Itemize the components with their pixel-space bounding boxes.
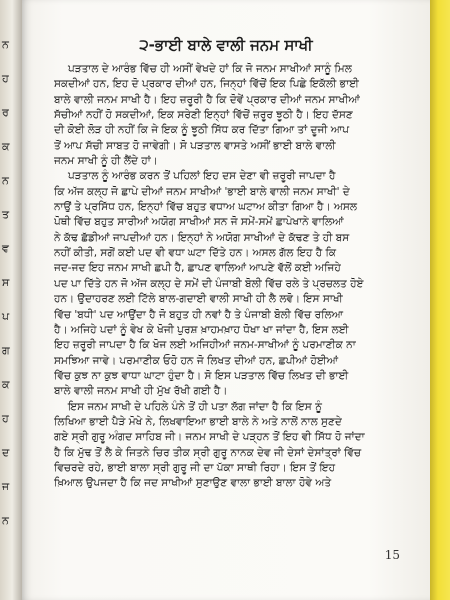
text-line: ਵਿਚਰਦੇ ਰਹੇ, ਭਾਈ ਬਾਲਾ ਸ੍ਰੀ ਗੁਰੂ ਜੀ ਦਾ ਪੱਕਾ ਸਾਥੀ ਰਿਹਾ। ਇਸ ਤੋਂ ਇਹ [54, 461, 336, 474]
page-number: 15 [384, 548, 400, 562]
text-line: ਲਿਖਿਆ ਭਾਈ ਪੈੜੇ ਮੋਖੇ ਨੇ, ਲਿਖਵਾਇਆ ਭਾਈ ਬਾਲੇ ਨੇ ਅਤੇ ਨਾਲੋਂ ਨਾਲ ਸੁਣਦੇ [54, 415, 342, 428]
previous-page-fragment: ਹ [2, 412, 9, 425]
previous-page-fragment: ਨ [2, 514, 9, 527]
previous-page-fragment: ਕ [2, 140, 10, 153]
text-line: ਨਾਉਂ ਤੇ ਪ੍ਰਸਿੱਧ ਹਨ, ਇਨ੍ਹਾਂ ਵਿੱਚ ਬਹੁਤ ਵਧਾਅ ਘਟਾਅ ਕੀਤਾ ਗਿਆ ਹੈ। ਅਸਲ [54, 201, 358, 214]
text-line: ਸਮਝਿਆ ਜਾਵੇ। ਪਰਮਾਣੀਕ ਓਹੋ ਹਨ ਜੋ ਲਿਖਤ ਦੀਆਂ ਹਨ, ਛਪੀਆਂ ਹੋਈਆਂ [54, 354, 339, 367]
text-line: ਹੈ ਕਿ ਮੁੱਢ ਤੋਂ ਲੈ ਕੇ ਜਿਤਨੇ ਚਿਰ ਤੀਕ ਸ੍ਰੀ ਗੁਰੂ ਨਾਨਕ ਦੇਵ ਜੀ ਦੇਸਾਂ ਦੇਸਾਂਤ੍ਰਾਂ ਵਿੱਚ [54, 446, 362, 459]
text-line: ਬਾਲੇ ਵਾਲੀ ਜਨਮ ਸਾਖੀ ਹੀ ਮੁੱਖ ਰੱਖੀ ਗਈ ਹੈ। [54, 385, 228, 398]
text-line: ਬਾਲੇ ਵਾਲੀ ਜਨਮ ਸਾਖੀ ਹੈ। ਇਹ ਜ਼ਰੂਰੀ ਹੈ ਕਿ ਦੋਵੇਂ ਪ੍ਰਕਾਰ ਦੀਆਂ ਜਨਮ ਸਾਖੀਆਂ [54, 93, 360, 106]
text-line: ਹਨ। ਉਦਾਹਰਣ ਲਈ ਟਿੱਲੇ ਬਾਲ-ਗਦਾਈ ਵਾਲੀ ਸਾਖੀ ਹੀ ਲੈ ਲਵੋ। ਇਸ ਸਾਖੀ [54, 293, 343, 306]
text-line: ਤੋਂ ਆਪ ਸੱਚੀ ਸਾਬਤ ਹੋ ਜਾਵੇਗੀ। ਸੋ ਪੜਤਾਲ ਵਾਸਤੇ ਅਸੀਂ ਭਾਈ ਬਾਲੇ ਵਾਲੀ [54, 139, 336, 152]
book-cover-edge [430, 0, 450, 600]
text-line: ਨਹੀਂ ਕੀਤੀ, ਸਗੋਂ ਕਈ ਪਦ ਵੀ ਵਧਾ ਘਟਾ ਦਿੱਤੇ ਹਨ। ਅਸਲ ਗੱਲ ਇਹ ਹੈ ਕਿ [54, 247, 337, 260]
chapter-body [54, 62, 424, 492]
previous-page-fragment: ਕ [2, 378, 10, 391]
previous-page-fragment: ਤ [2, 208, 10, 221]
previous-page-fragment: ਦ [2, 446, 10, 459]
paragraph [54, 62, 424, 169]
text-line: ਸੱਚੀਆਂ ਨਹੀਂ ਹੋ ਸਕਦੀਆਂ, ਇਕ ਸਰੇਣੀ ਇਨ੍ਹਾਂ ਵਿੱਚੋਂ ਜ਼ਰੂਰ ਝੂਠੀ ਹੈ। ਇਹ ਦੱਸਣ [54, 109, 353, 122]
previous-page-fragment: ਰ [2, 106, 9, 119]
text-line: ਦੀ ਕੋਈ ਲੋੜ ਹੀ ਨਹੀਂ ਕਿ ਜੇ ਇਕ ਨੂੰ ਝੂਠੀ ਸਿੱਧ ਕਰ ਦਿੱਤਾ ਗਿਆ ਤਾਂ ਦੂਜੀ ਆਪ [54, 124, 350, 137]
text-line: ਹੈ। ਅਜਿਹੇ ਪਦਾਂ ਨੂੰ ਵੇਖ ਕੇ ਖੋਜੀ ਪੁਰਸ਼ ਖ਼ਾਹਮਖ਼ਾਹ ਧੋਖਾ ਖਾ ਜਾਂਦਾ ਹੈ, ਇਸ ਲਈ [54, 323, 349, 336]
text-line: ਖ਼ਿਆਲ ਉਪਜਦਾ ਹੈ ਕਿ ਜਦ ਸਾਖੀਆਂ ਸੁਣਾਉਣ ਵਾਲਾ ਭਾਈ ਬਾਲਾ ਹੋਵੇ ਅਤੇ [54, 477, 332, 490]
book-page [22, 0, 430, 600]
text-line: ਪੜਤਾਲ ਨੂੰ ਆਰੰਭ ਕਰਨ ਤੋਂ ਪਹਿਲਾਂ ਇਹ ਦਸ ਦੇਣਾ ਵੀ ਜ਼ਰੂਰੀ ਜਾਪਦਾ ਹੈ [68, 170, 336, 183]
text-line: ਪੜਤਾਲ ਦੇ ਆਰੰਭ ਵਿੱਚ ਹੀ ਅਸੀਂ ਵੇਖਦੇ ਹਾਂ ਕਿ ਜੋ ਜਨਮ ਸਾਖੀਆਂ ਸਾਨੂੰ ਮਿਲ [68, 63, 352, 75]
text-line: ਨੇ ਕੱਢ ਛੱਡੀਆਂ ਜਾਪਦੀਆਂ ਹਨ। ਇਨ੍ਹਾਂ ਨੇ ਅਯੋਗ ਸਾਖੀਆਂ ਦੇ ਕੱਢਣ ਤੇ ਹੀ ਬਸ [54, 231, 350, 244]
previous-page-fragment: ਗ [2, 344, 10, 357]
chapter-title: ੨-ਭਾਈ ਬਾਲੇ ਵਾਲੀ ਜਨਮ ਸਾਖੀ [139, 36, 313, 54]
previous-page-fragment: ਨ [2, 38, 9, 51]
text-line: ਸਕਦੀਆਂ ਹਨ, ਇਹ ਦੋ ਪ੍ਰਕਾਰ ਦੀਆਂ ਹਨ, ਜਿਨ੍ਹਾਂ ਵਿੱਚੋਂ ਇਕ ਪਿਛੇ ਇਕੱਲੀ ਭਾਈ [54, 78, 359, 91]
text-line: ਗਏ ਸ੍ਰੀ ਗੁਰੂ ਅੰਗਦ ਸਾਹਿਬ ਜੀ। ਜਨਮ ਸਾਖੀ ਦੇ ਪੜ੍ਹਨ ਤੋਂ ਇਹ ਵੀ ਸਿੱਧ ਹੋ ਜਾਂਦਾ [54, 431, 365, 444]
text-line: ਜਨਮ ਸਾਖੀ ਨੂੰ ਹੀ ਲੈਂਦੇ ਹਾਂ। [54, 155, 158, 168]
text-line: ਕਿ ਅੱਜ ਕਲ੍ਹ ਜੋ ਛਾਪੇ ਦੀਆਂ ਜਨਮ ਸਾਖੀਆਂ 'ਭਾਈ ਬਾਲੇ ਵਾਲੀ ਜਨਮ ਸਾਖੀ' ਦੇ [54, 185, 350, 198]
previous-page-fragment: ਜ [2, 480, 10, 493]
text-line: ਜਦ-ਜਦ ਇਹ ਜਨਮ ਸਾਖੀ ਛਪੀ ਹੈ, ਛਾਪਣ ਵਾਲਿਆਂ ਆਪਣੇ ਵੱਲੋਂ ਕਈ ਅਜਿਹੇ [54, 262, 341, 275]
previous-page-fragment: ਵ [2, 242, 9, 255]
paragraph [54, 169, 424, 399]
previous-page-fragment: ਸ [2, 276, 10, 289]
paragraph [54, 400, 424, 492]
text-line: ਵਿੱਚ 'ਬਧੀ' ਪਦ ਆਉਂਦਾ ਹੈ ਜੋ ਬਹੁਤ ਹੀ ਨਵਾਂ ਹੈ ਤੇ ਪੰਜਾਬੀ ਬੋਲੀ ਵਿੱਚ ਰਲਿਆ [54, 308, 344, 321]
text-line: ਵਿੱਚ ਕੁਝ ਨਾ ਕੁਝ ਵਾਧਾ ਘਾਟਾ ਹੁੰਦਾ ਹੈ। ਸੋ ਇਸ ਪੜਤਾਲ ਵਿੱਚ ਲਿਖਤ ਦੀ ਭਾਈ [54, 369, 349, 382]
text-line: ਇਸ ਜਨਮ ਸਾਖੀ ਦੇ ਪਹਿਲੇ ਪੰਨੇ ਤੋਂ ਹੀ ਪਤਾ ਲੱਗ ਜਾਂਦਾ ਹੈ ਕਿ ਇਸ ਨੂੰ [68, 400, 322, 413]
previous-page-edge [0, 0, 22, 600]
text-line: ਇਹ ਜ਼ਰੂਰੀ ਜਾਪਦਾ ਹੈ ਕਿ ਖੋਜ ਲਈ ਅਜਿਹੀਆਂ ਜਨਮ-ਸਾਖੀਆਂ ਨੂੰ ਪਰਮਾਣੀਕ ਨਾ [54, 339, 356, 352]
previous-page-fragment: ਪ [2, 310, 10, 323]
text-line: ਪਦ ਪਾ ਦਿੱਤੇ ਹਨ ਜੋ ਅੱਜ ਕਲ੍ਹ ਦੇ ਸਮੇਂ ਦੀ ਪੰਜਾਬੀ ਬੋਲੀ ਵਿੱਚ ਰਲੇ ਤੇ ਪ੍ਰਚਲਤ ਹੋਏ [54, 277, 364, 290]
text-line: ਪੋਥੀ ਵਿੱਚ ਬਹੁਤ ਸਾਰੀਆਂ ਅਯੋਗ ਸਾਖੀਆਂ ਸਨ ਜੋ ਸਮੇਂ-ਸਮੇਂ ਛਾਪੇਖਾਨੇ ਵਾਲਿਆਂ [54, 216, 344, 229]
previous-page-fragment: ਨ [2, 174, 9, 187]
previous-page-fragment: ਹ [2, 72, 9, 85]
